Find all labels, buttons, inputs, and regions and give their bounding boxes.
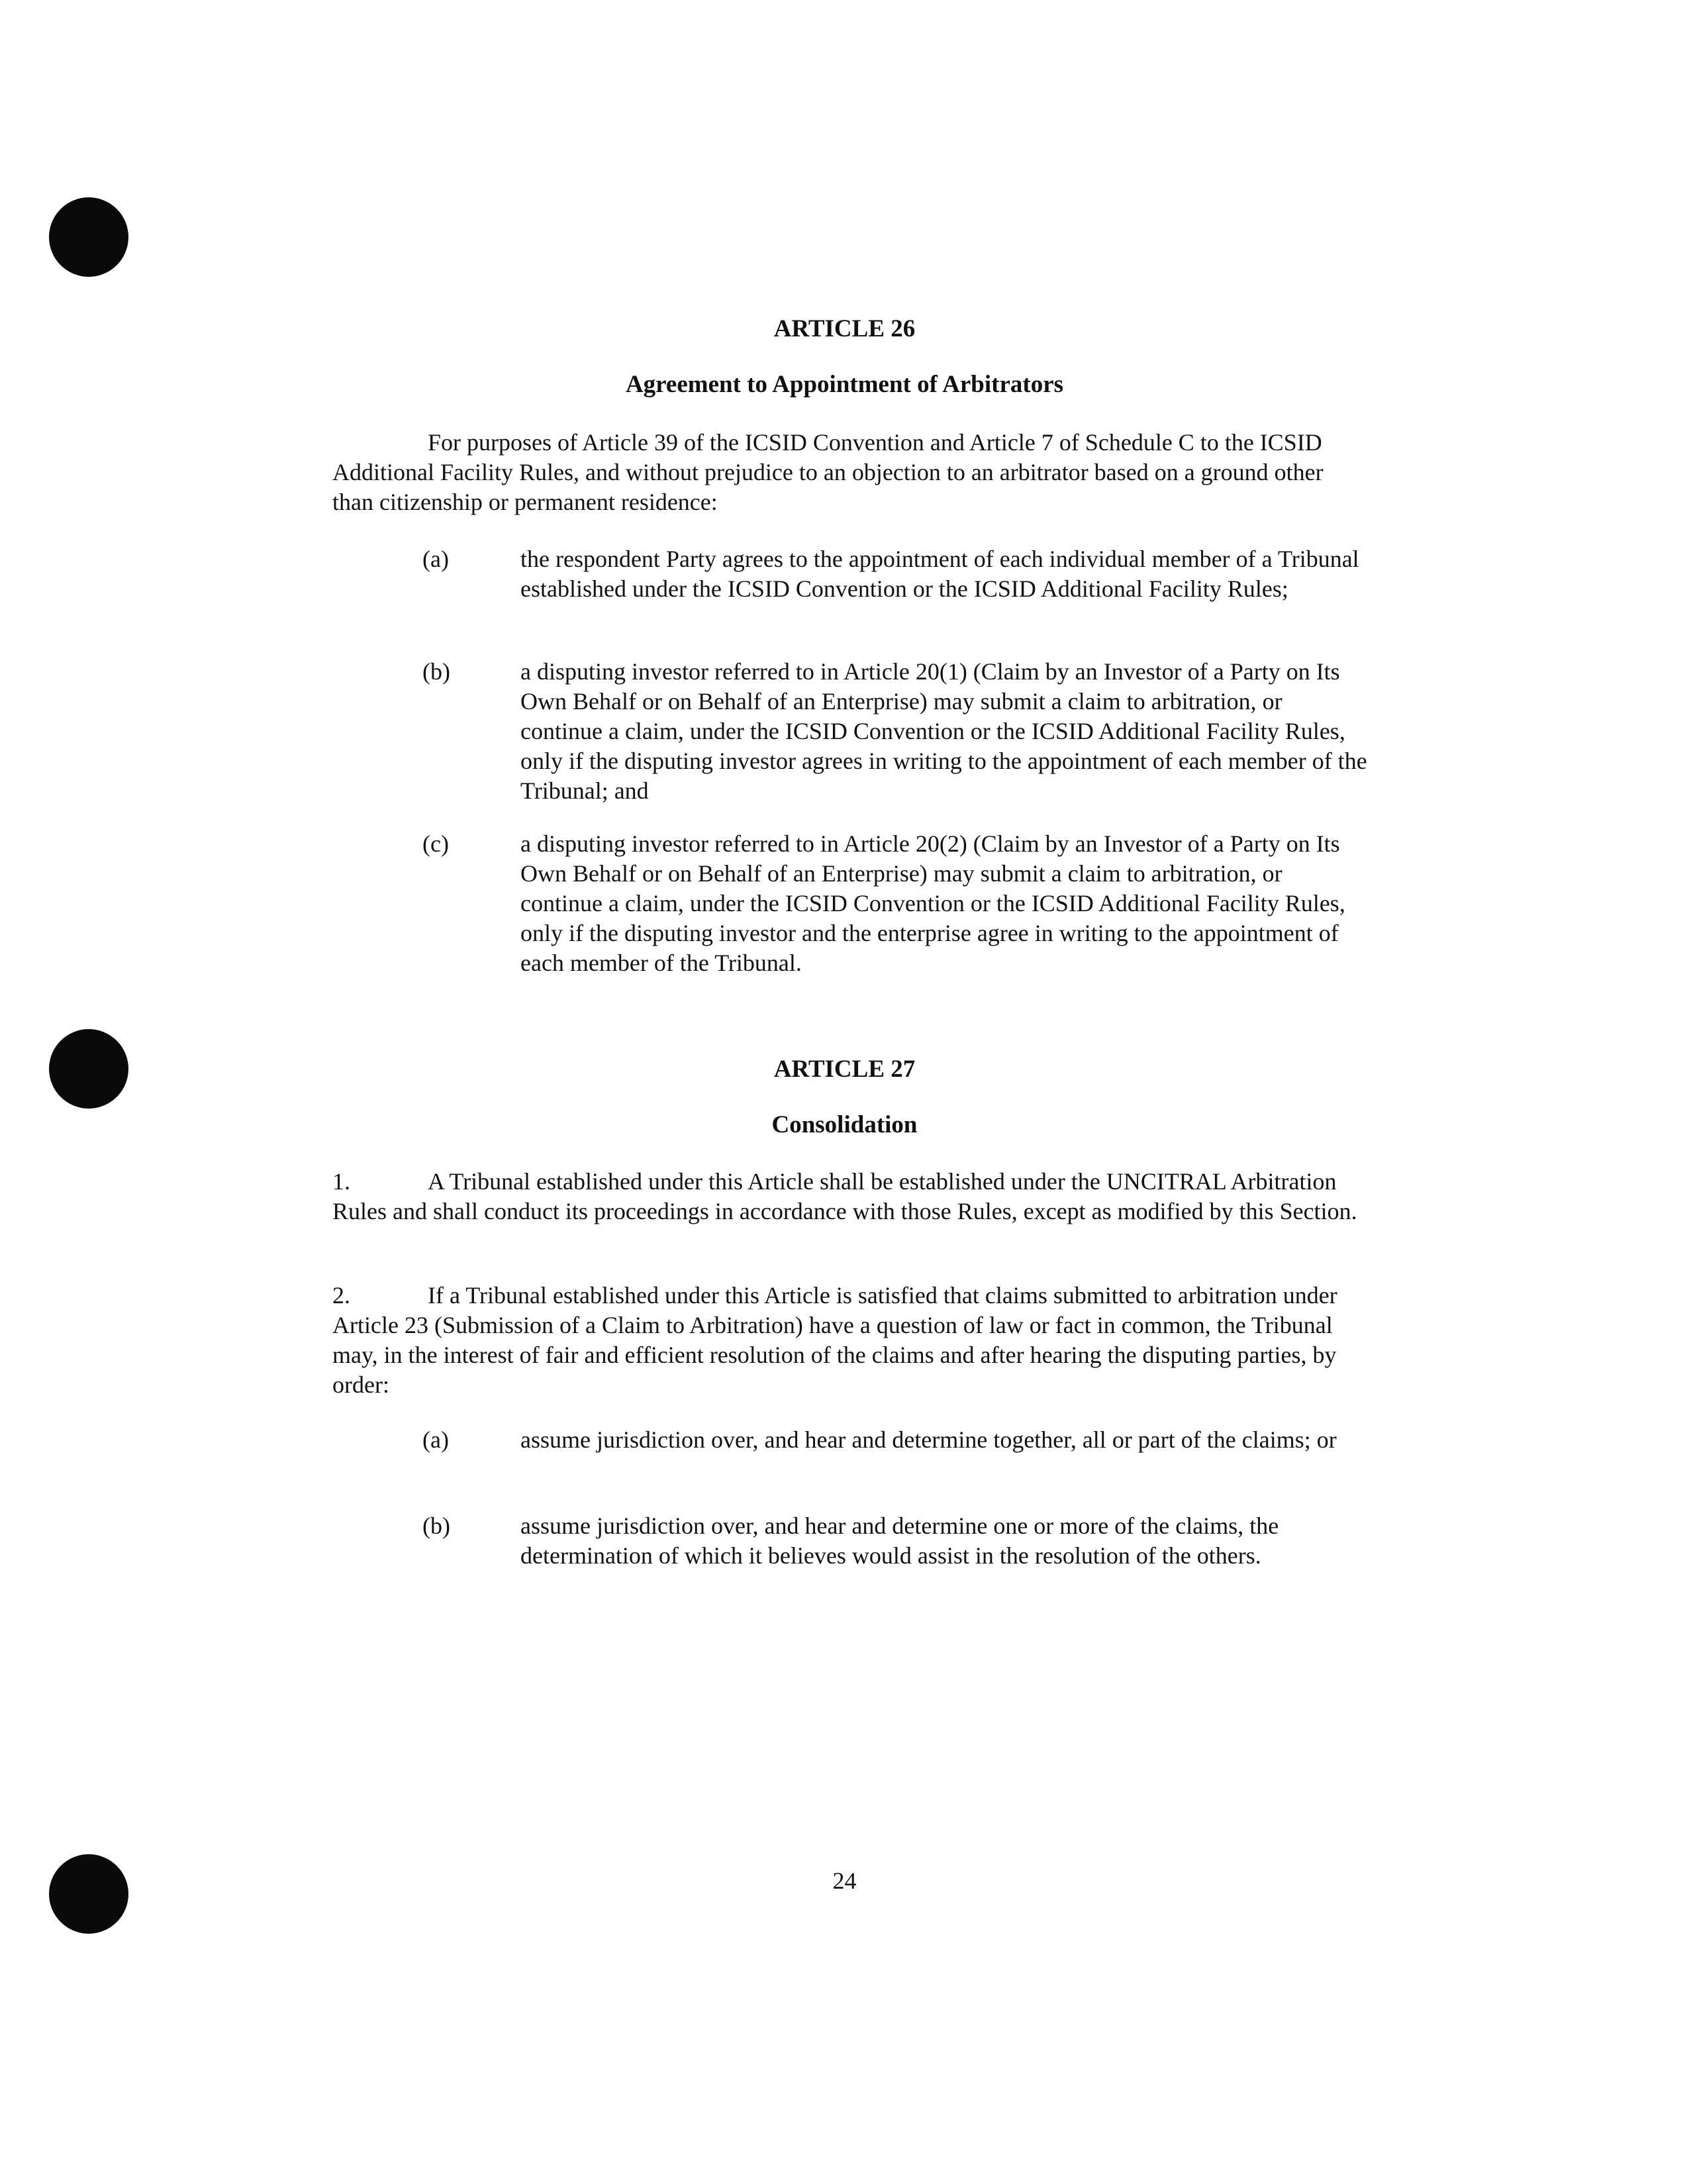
article-26-item-b-label: (b) [422,658,450,685]
article-26-item-a-label: (a) [422,546,449,572]
article-27-item-b-text: assume jurisdiction over, and hear and determine one or more of the claims, the determination of which it believes would assist in the resolution of the others. [520,1513,1279,1569]
article-26-item-c-text: a disputing investor referred to in Article 20(2) (Claim by an Investor of a Party on Its Own Behalf or on Behalf of an Enterprise) may submit a claim to arbitration, or continue a claim, under the ICSID Convention or the ICSID Additional Facility Rules, only if the disputing investor and the enterprise agree in writing to the appointment of each member of the Tribunal. [520,830,1345,976]
article-27-item-a-label: (a) [422,1426,449,1453]
article-27-heading: ARTICLE 27 [773,1056,916,1083]
article-26-subheading: Agreement to Appointment of Arbitrators [625,371,1064,398]
paragraph-2-text: If a Tribunal established under this Article is satisfied that claims submitted to arbitration under Article 23 (Submission of a Claim to Arbitration) have a question of law or fact in common, the Tribunal may, in the interest of fair and efficient resolution of the claims and after hearing the disputing parties, by order: [332,1282,1337,1398]
paragraph-1-text: A Tribunal established under this Article shall be established under the UNCITRAL Arbitration Rules and shall conduct its proceedings in accordance with those Rules, except as modified by this Section. [332,1168,1357,1224]
article-26-item-a-text: the respondent Party agrees to the appointment of each individual member of a Tribunal established under the ICSID Convention or the ICSID Additional Facility Rules; [520,546,1359,602]
article-27-paragraph-2 [332,1281,1365,1400]
paragraph-2-number: 2. [332,1282,350,1309]
page-number: 24 [832,1867,857,1894]
article-26-item-c-label: (c) [422,830,449,857]
article-27-subheading: Consolidation [771,1111,918,1138]
punch-hole-top [49,197,128,277]
article-26-intro [332,428,1365,517]
article-27-item-a-text: assume jurisdiction over, and hear and determine together, all or part of the claims; or [520,1426,1337,1453]
article-26-heading: ARTICLE 26 [773,315,916,342]
article-26-intro-text: For purposes of Article 39 of the ICSID Convention and Article 7 of Schedule C to the ICSID Additional Facility Rules, and without prejudice to an objection to an arbitrator based on a ground other than citizenship or permanent residence: [332,429,1324,515]
article-27-item-b-label: (b) [422,1513,450,1539]
article-27-paragraph-1 [332,1167,1365,1226]
article-26-item-b-text: a disputing investor referred to in Article 20(1) (Claim by an Investor of a Party on Its Own Behalf or on Behalf of an Enterprise) may submit a claim to arbitration, or continue a claim, under the ICSID Convention or the ICSID Additional Facility Rules, only if the disputing investor agrees in writing to the appointment of each member of the Tribunal; and [520,658,1367,804]
paragraph-1-number: 1. [332,1168,350,1195]
